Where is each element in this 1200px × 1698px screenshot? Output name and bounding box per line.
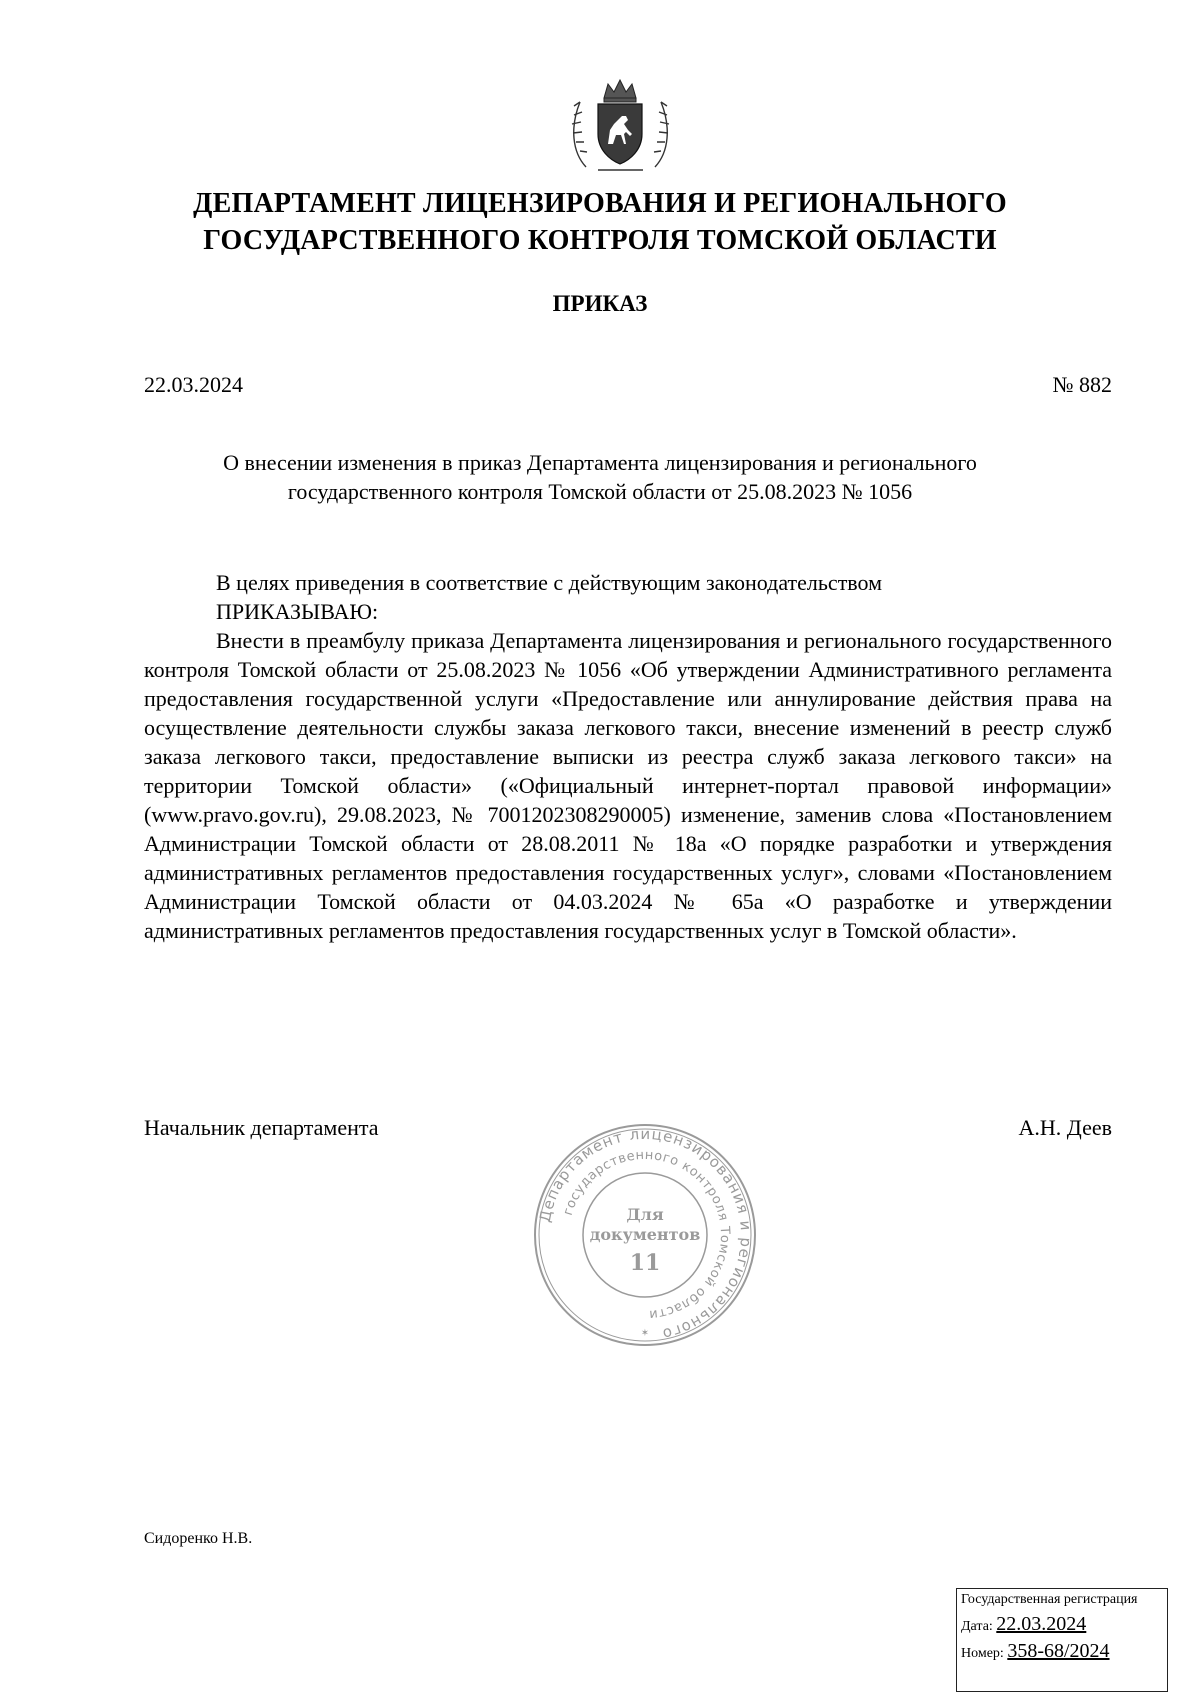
registration-title: Государственная регистрация xyxy=(961,1592,1138,1607)
document-subject xyxy=(140,448,1060,506)
resolution-paragraph: Внести в преамбулу приказа Департамента лицензирования и регионального государственного контроля Томской области от 25.08.2023 № 1056 «Об утверждении Административного регламента предоставления государственной услуги «Предоставление или аннулирование действия права на осуществление деятельности службы заказа легкового такси, внесение изменений в реестр служб заказа легкового такси, предоставление выписки из реестра служб заказа легкового такси» на территории Томской области» («Официальный интернет-портал правовой информации» (www.pravo.gov.ru), 29.08.2023, № 7001202308290005) изменение, заменив слова «Постановлением Администрации Томской области от 28.08.2011 № 18а «О порядке разработки и утверждения административных регламентов предоставления государственных услуг», словами «Постановлением Администрации Томской области от 04.03.2024 № 65а «О разработке и утверждении административных регламентов предоставления государственных услуг в Томской области». xyxy=(144,628,1112,943)
tomsk-region-coat-of-arms-icon xyxy=(568,72,673,176)
stamp-star-icon: ✶ xyxy=(640,1328,650,1339)
department-title-line-2: ГОСУДАРСТВЕННОГО КОНТРОЛЯ ТОМСКОЙ ОБЛАСТИ xyxy=(203,225,997,256)
registration-date-value: 22.03.2024 xyxy=(996,1613,1087,1635)
registration-number-row xyxy=(961,1640,1163,1662)
registration-date-label: Дата: xyxy=(961,1619,993,1634)
official-seal-stamp xyxy=(530,1120,760,1350)
executor-name: Сидоренко Н.В. xyxy=(144,1530,253,1547)
stamp-center-number: 11 xyxy=(629,1250,661,1276)
registration-box xyxy=(956,1588,1168,1692)
document-type: ПРИКАЗ xyxy=(552,291,648,316)
stamp-center-line-2: документов xyxy=(589,1225,701,1244)
registration-number-value: 358-68/2024 xyxy=(1007,1640,1110,1662)
intro-paragraph: В целях приведения в соответствие с действующим законодательством xyxy=(216,570,883,595)
order-word: ПРИКАЗЫВАЮ: xyxy=(216,599,379,624)
document-body xyxy=(144,568,1112,945)
signer-name: А.Н. Деев xyxy=(1018,1115,1112,1140)
stamp-inner-ring-text: государственного контроля Томской области xyxy=(560,1147,733,1322)
registration-date-row xyxy=(961,1613,1163,1635)
stamp-outer-ring-text: Департамент лицензирования и регионального xyxy=(535,1124,756,1344)
registration-number-label: Номер: xyxy=(961,1646,1004,1661)
stamp-center-line-1: Для xyxy=(626,1205,664,1224)
document-number: № 882 xyxy=(1052,372,1112,397)
document-date: 22.03.2024 xyxy=(144,372,243,397)
subject-line-2: государственного контроля Томской области от 25.08.2023 № 1056 xyxy=(287,479,913,504)
department-title-line-1: ДЕПАРТАМЕНТ ЛИЦЕНЗИРОВАНИЯ И РЕГИОНАЛЬНОГО xyxy=(193,188,1007,219)
subject-line-1: О внесении изменения в приказ Департамента лицензирования и регионального xyxy=(223,450,977,475)
department-title xyxy=(140,185,1060,259)
signer-position: Начальник департамента xyxy=(144,1115,379,1140)
